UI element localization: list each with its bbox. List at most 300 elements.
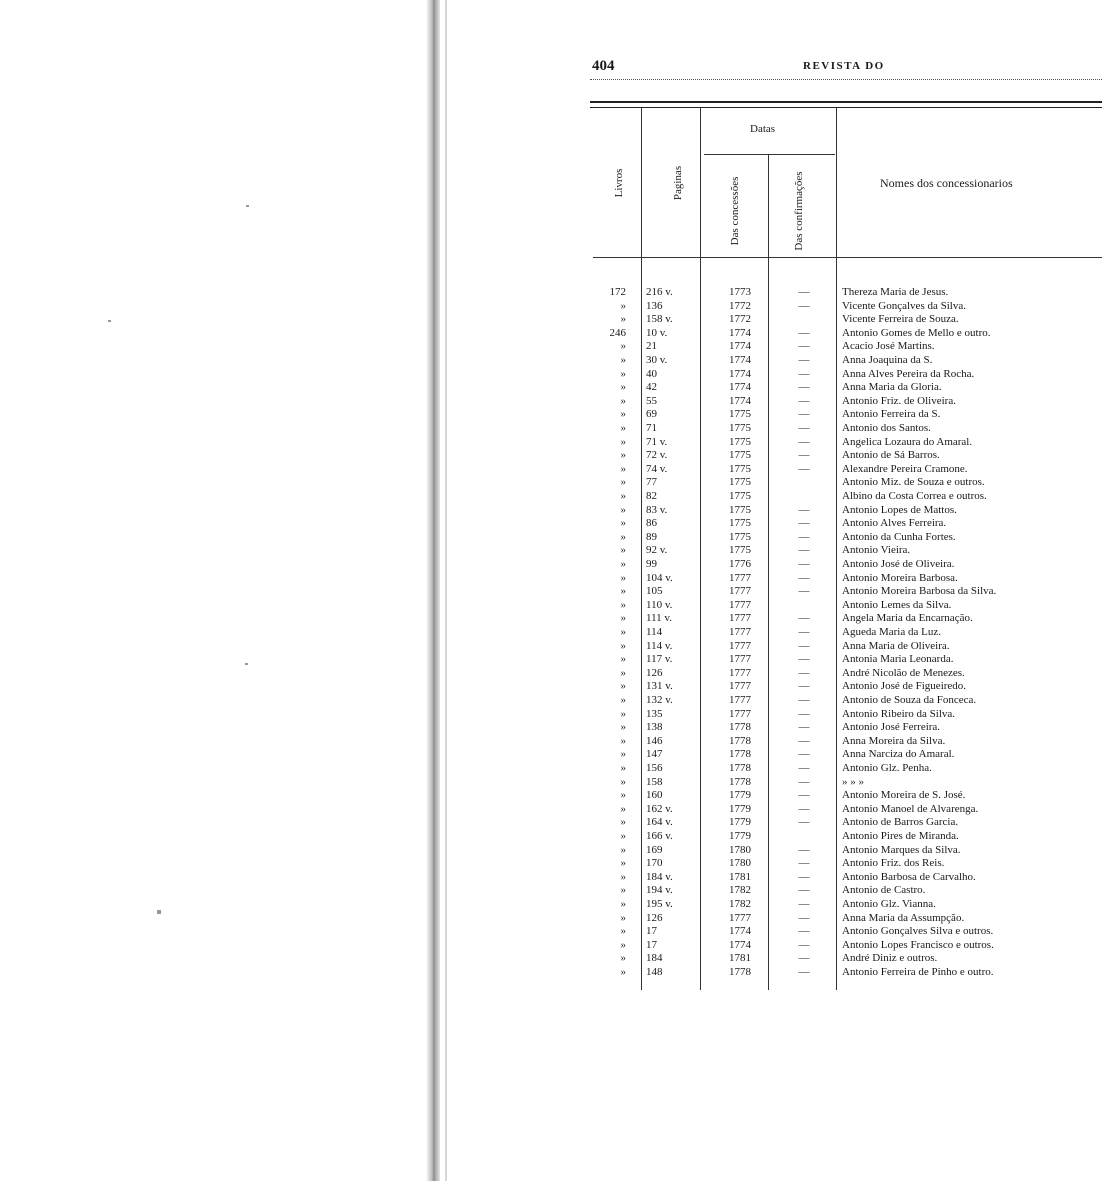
- cell-nome: Anna Maria da Assumpção.: [842, 911, 965, 924]
- cell-pagina: 132 v.: [646, 694, 673, 706]
- table-row: [590, 313, 1102, 327]
- cell-confirmacao: —: [798, 762, 810, 774]
- table-row: [590, 585, 1102, 599]
- cell-livro: »: [620, 558, 626, 570]
- header-livros: Livros: [613, 168, 625, 198]
- cell-confirmacao: —: [798, 789, 810, 802]
- cell-confirmacao: —: [798, 666, 810, 679]
- cell-livro: »: [620, 884, 626, 897]
- cell-pagina: 21: [646, 340, 657, 353]
- cell-nome: Antonio de Castro.: [842, 884, 926, 897]
- cell-pagina: 105: [646, 585, 663, 598]
- cell-pagina: 126: [646, 911, 663, 924]
- cell-nome: Antonio Glz. Vianna.: [842, 898, 936, 910]
- table-top-rule-thin: [590, 107, 1102, 108]
- cell-pagina: 194 v.: [646, 884, 673, 897]
- cell-concessao: 1775: [729, 462, 751, 475]
- table-row: [590, 939, 1102, 953]
- cell-livro: »: [620, 870, 626, 883]
- cell-nome: Vicente Gonçalves da Silva.: [842, 299, 966, 312]
- cell-concessao: 1777: [729, 598, 751, 611]
- table-row: [590, 408, 1102, 422]
- cell-livro: 246: [609, 326, 626, 339]
- table-row: [590, 830, 1102, 844]
- table-row: [590, 912, 1102, 926]
- cell-livro: »: [620, 938, 626, 951]
- cell-nome: Antonio Gonçalves Silva e outros.: [842, 925, 994, 938]
- cell-confirmacao: —: [798, 843, 810, 856]
- cell-confirmacao: —: [798, 857, 810, 870]
- cell-confirmacao: —: [798, 517, 810, 530]
- cell-confirmacao: —: [798, 367, 810, 380]
- cell-livro: »: [620, 435, 626, 448]
- cell-concessao: 1776: [729, 558, 751, 570]
- table-row: [590, 476, 1102, 490]
- cell-concessao: 1777: [729, 571, 751, 584]
- cell-livro: »: [620, 503, 626, 516]
- table-row: [590, 558, 1102, 572]
- cell-concessao: 1774: [729, 938, 751, 951]
- datas-header-rule: [704, 154, 835, 155]
- cell-pagina: 169: [646, 843, 663, 856]
- cell-concessao: 1775: [729, 517, 751, 530]
- cell-nome: Anna Moreira da Silva.: [842, 734, 946, 747]
- cell-nome: Antonio da Cunha Fortes.: [842, 530, 956, 543]
- cell-livro: »: [620, 680, 626, 693]
- table-row: [590, 952, 1102, 966]
- cell-confirmacao: —: [798, 435, 810, 448]
- cell-pagina: 184: [646, 952, 663, 965]
- cell-livro: »: [620, 721, 626, 734]
- cell-livro: »: [620, 639, 626, 652]
- cell-pagina: 111 v.: [646, 612, 672, 625]
- cell-confirmacao: —: [798, 680, 810, 693]
- cell-nome: Antonio dos Santos.: [842, 422, 931, 434]
- cell-pagina: 162 v.: [646, 802, 673, 815]
- cell-concessao: 1774: [729, 340, 751, 353]
- cell-concessao: 1778: [729, 775, 751, 788]
- header-das-confirmacoes: Das confirmações: [793, 171, 805, 251]
- cell-concessao: 1777: [729, 694, 751, 706]
- cell-concessao: 1779: [729, 830, 751, 842]
- cell-concessao: 1778: [729, 966, 751, 978]
- cell-livro: »: [620, 544, 626, 557]
- cell-confirmacao: —: [798, 925, 810, 938]
- cell-nome: Angela Maria da Encarnação.: [842, 612, 973, 625]
- cell-nome: André Diniz e outros.: [842, 952, 938, 965]
- table-row: [590, 436, 1102, 450]
- cell-pagina: 110 v.: [646, 598, 673, 611]
- table-row: [590, 449, 1102, 463]
- cell-concessao: 1774: [729, 326, 751, 339]
- cell-concessao: 1777: [729, 626, 751, 638]
- table-row: [590, 422, 1102, 436]
- header-datas: Datas: [750, 123, 776, 135]
- cell-confirmacao: —: [798, 462, 810, 475]
- cell-nome: Antonio Moreira de S. José.: [842, 789, 966, 802]
- cell-nome: Antonio Ferreira da S.: [842, 408, 941, 421]
- cell-livro: »: [620, 462, 626, 475]
- cell-pagina: 74 v.: [646, 462, 668, 475]
- table-row: [590, 966, 1102, 980]
- table-row: [590, 776, 1102, 790]
- cell-concessao: 1777: [729, 680, 751, 693]
- cell-pagina: 160: [646, 789, 663, 802]
- cell-confirmacao: —: [798, 775, 810, 788]
- cell-concessao: 1779: [729, 789, 751, 802]
- cell-pagina: 71 v.: [646, 435, 668, 448]
- cell-confirmacao: —: [798, 721, 810, 734]
- table-row: [590, 748, 1102, 762]
- cell-nome: Antonio José de Figueiredo.: [842, 680, 967, 693]
- cell-livro: »: [620, 802, 626, 815]
- cell-nome: Antonio Alves Ferreira.: [842, 517, 947, 530]
- cell-pagina: 131 v.: [646, 680, 673, 693]
- book-gutter-line: [445, 0, 447, 1181]
- cell-nome: Antonia Maria Leonarda.: [842, 653, 954, 666]
- cell-concessao: 1777: [729, 666, 751, 679]
- cell-nome: Antonio José Ferreira.: [842, 721, 941, 734]
- cell-confirmacao: —: [798, 422, 810, 434]
- table-row: [590, 735, 1102, 749]
- cell-pagina: 40: [646, 367, 657, 380]
- cell-pagina: 148: [646, 966, 663, 978]
- table-row: [590, 354, 1102, 368]
- cell-pagina: 17: [646, 925, 657, 938]
- cell-concessao: 1775: [729, 476, 751, 489]
- table-row: [590, 640, 1102, 654]
- cell-confirmacao: —: [798, 394, 810, 407]
- cell-confirmacao: —: [798, 326, 810, 339]
- cell-nome: Antonio Manoel de Alvarenga.: [842, 802, 979, 815]
- cell-livro: »: [620, 707, 626, 720]
- table-row: [590, 884, 1102, 898]
- scan-speck: [108, 320, 111, 322]
- cell-nome: Anna Narciza do Amaral.: [842, 748, 955, 761]
- cell-concessao: 1777: [729, 639, 751, 652]
- cell-pagina: 156: [646, 762, 663, 774]
- cell-confirmacao: —: [798, 952, 810, 965]
- cell-nome: Antonio Miz. de Souza e outros.: [842, 476, 985, 489]
- cell-pagina: 216 v.: [646, 286, 673, 298]
- cell-livro: »: [620, 653, 626, 666]
- cell-nome: Antonio de Sá Barros.: [842, 449, 940, 462]
- table-row: [590, 925, 1102, 939]
- cell-pagina: 86: [646, 517, 657, 530]
- cell-confirmacao: —: [798, 694, 810, 706]
- cell-confirmacao: —: [798, 544, 810, 557]
- cell-confirmacao: —: [798, 299, 810, 312]
- cell-livro: »: [620, 598, 626, 611]
- cell-pagina: 158: [646, 775, 663, 788]
- cell-confirmacao: —: [798, 816, 810, 829]
- table-row: [590, 871, 1102, 885]
- cell-concessao: 1779: [729, 816, 751, 829]
- table-row: [590, 844, 1102, 858]
- cell-nome: Anna Joaquina da S.: [842, 354, 933, 366]
- cell-livro: »: [620, 626, 626, 638]
- cell-nome: André Nicolão de Menezes.: [842, 666, 965, 679]
- table-row: [590, 300, 1102, 314]
- cell-concessao: 1778: [729, 721, 751, 734]
- cell-confirmacao: —: [798, 612, 810, 625]
- cell-livro: »: [620, 530, 626, 543]
- cell-livro: »: [620, 612, 626, 625]
- cell-concessao: 1774: [729, 381, 751, 394]
- cell-nome: Antonio Lopes de Mattos.: [842, 503, 957, 516]
- table-row: [590, 667, 1102, 681]
- cell-confirmacao: —: [798, 734, 810, 747]
- table-row: [590, 544, 1102, 558]
- cell-livro: »: [620, 571, 626, 584]
- cell-livro: »: [620, 966, 626, 978]
- cell-confirmacao: —: [798, 530, 810, 543]
- running-title: REVISTA DO: [803, 60, 885, 72]
- cell-livro: »: [620, 490, 626, 502]
- cell-nome: Antonio José de Oliveira.: [842, 558, 955, 570]
- cell-concessao: 1775: [729, 449, 751, 462]
- table-row: [590, 504, 1102, 518]
- table-row: [590, 653, 1102, 667]
- cell-nome: Antonio Friz. dos Reis.: [842, 857, 945, 870]
- table-row: [590, 517, 1102, 531]
- header-paginas: Paginas: [672, 165, 684, 201]
- table-row: [590, 599, 1102, 613]
- cell-confirmacao: —: [798, 408, 810, 421]
- table-row: [590, 680, 1102, 694]
- cell-livro: »: [620, 925, 626, 938]
- cell-concessao: 1775: [729, 530, 751, 543]
- header-rule: [590, 79, 1102, 80]
- table-row: [590, 721, 1102, 735]
- cell-concessao: 1774: [729, 394, 751, 407]
- cell-confirmacao: —: [798, 802, 810, 815]
- cell-livro: »: [620, 449, 626, 462]
- cell-concessao: 1772: [729, 313, 751, 326]
- cell-pagina: 77: [646, 476, 657, 489]
- cell-concessao: 1774: [729, 925, 751, 938]
- cell-livro: »: [620, 381, 626, 394]
- cell-livro: »: [620, 748, 626, 761]
- cell-nome: Antonio Moreira Barbosa.: [842, 571, 958, 584]
- cell-concessao: 1777: [729, 653, 751, 666]
- cell-livro: »: [620, 408, 626, 421]
- cell-confirmacao: —: [798, 449, 810, 462]
- cell-livro: »: [620, 394, 626, 407]
- cell-pagina: 72 v.: [646, 449, 668, 462]
- cell-nome: Antonio Ferreira de Pinho e outro.: [842, 966, 994, 978]
- table-row: [590, 286, 1102, 300]
- cell-nome: Vicente Ferreira de Souza.: [842, 313, 959, 326]
- table-row: [590, 762, 1102, 776]
- cell-pagina: 82: [646, 490, 657, 502]
- cell-pagina: 136: [646, 299, 663, 312]
- cell-livro: »: [620, 585, 626, 598]
- cell-livro: »: [620, 816, 626, 829]
- page-number: 404: [592, 58, 615, 74]
- cell-nome: Antonio Barbosa de Carvalho.: [842, 870, 976, 883]
- cell-livro: »: [620, 694, 626, 706]
- cell-livro: »: [620, 354, 626, 366]
- cell-livro: »: [620, 734, 626, 747]
- cell-pagina: 114: [646, 626, 663, 638]
- cell-confirmacao: —: [798, 503, 810, 516]
- scan-speck: [245, 663, 248, 665]
- cell-nome: Antonio de Souza da Fonceca.: [842, 694, 977, 706]
- cell-livro: »: [620, 898, 626, 910]
- cell-livro: »: [620, 666, 626, 679]
- cell-livro: »: [620, 762, 626, 774]
- cell-confirmacao: —: [798, 911, 810, 924]
- cell-pagina: 17: [646, 938, 657, 951]
- table-row: [590, 626, 1102, 640]
- cell-pagina: 166 v.: [646, 830, 673, 842]
- cell-nome: Antonio Lopes Francisco e outros.: [842, 938, 994, 951]
- cell-pagina: 114 v.: [646, 639, 673, 652]
- cell-concessao: 1781: [729, 870, 751, 883]
- cell-pagina: 117 v.: [646, 653, 673, 666]
- cell-concessao: 1782: [729, 884, 751, 897]
- cell-pagina: 89: [646, 530, 657, 543]
- cell-concessao: 1777: [729, 707, 751, 720]
- cell-livro: »: [620, 843, 626, 856]
- cell-pagina: 170: [646, 857, 663, 870]
- table-row: [590, 327, 1102, 341]
- cell-confirmacao: —: [798, 354, 810, 366]
- cell-livro: »: [620, 422, 626, 434]
- cell-nome: Anna Maria de Oliveira.: [842, 639, 950, 652]
- cell-nome: Antonio Ribeiro da Silva.: [842, 707, 956, 720]
- header-das-concessoes: Das concessões: [729, 176, 741, 246]
- cell-concessao: 1774: [729, 354, 751, 366]
- cell-livro: »: [620, 340, 626, 353]
- cell-livro: »: [620, 911, 626, 924]
- cell-nome: Antonio Pires de Miranda.: [842, 830, 959, 842]
- cell-pagina: 135: [646, 707, 663, 720]
- cell-livro: »: [620, 367, 626, 380]
- table-row: [590, 381, 1102, 395]
- header-bottom-rule: [593, 257, 1102, 258]
- cell-nome: Antonio Vieira.: [842, 544, 911, 557]
- table-row: [590, 340, 1102, 354]
- book-gutter-shadow: [426, 0, 440, 1181]
- cell-concessao: 1777: [729, 911, 751, 924]
- cell-livro: »: [620, 517, 626, 530]
- cell-concessao: 1775: [729, 435, 751, 448]
- table-row: [590, 395, 1102, 409]
- cell-pagina: 146: [646, 734, 663, 747]
- table-row: [590, 531, 1102, 545]
- cell-pagina: 92 v.: [646, 544, 668, 557]
- cell-nome: Agueda Maria da Luz.: [842, 626, 941, 638]
- cell-nome: Antonio Marques da Silva.: [842, 843, 961, 856]
- header-nomes: Nomes dos concessionarios: [880, 176, 1013, 190]
- cell-confirmacao: —: [798, 870, 810, 883]
- cell-livro: »: [620, 476, 626, 489]
- cell-livro: »: [620, 313, 626, 326]
- cell-nome: Antonio Moreira Barbosa da Silva.: [842, 585, 997, 598]
- cell-nome: Antonio Glz. Penha.: [842, 762, 932, 774]
- cell-concessao: 1774: [729, 367, 751, 380]
- cell-confirmacao: —: [798, 286, 810, 298]
- cell-pagina: 10 v.: [646, 326, 668, 339]
- cell-concessao: 1778: [729, 748, 751, 761]
- table-row: [590, 816, 1102, 830]
- cell-concessao: 1772: [729, 299, 751, 312]
- cell-livro: »: [620, 857, 626, 870]
- cell-concessao: 1778: [729, 734, 751, 747]
- cell-pagina: 83 v.: [646, 503, 668, 516]
- cell-nome: Albino da Costa Correa e outros.: [842, 490, 987, 502]
- cell-pagina: 104 v.: [646, 571, 673, 584]
- cell-confirmacao: —: [798, 748, 810, 761]
- cell-nome: Antonio Friz. de Oliveira.: [842, 394, 956, 407]
- cell-nome: Angelica Lozaura do Amaral.: [842, 435, 973, 448]
- cell-concessao: 1773: [729, 286, 751, 298]
- cell-pagina: 147: [646, 748, 663, 761]
- cell-nome: Alexandre Pereira Cramone.: [842, 462, 968, 475]
- cell-pagina: 99: [646, 558, 657, 570]
- cell-concessao: 1775: [729, 422, 751, 434]
- cell-concessao: 1781: [729, 952, 751, 965]
- cell-concessao: 1779: [729, 802, 751, 815]
- cell-confirmacao: —: [798, 571, 810, 584]
- table-row: [590, 708, 1102, 722]
- table-row: [590, 789, 1102, 803]
- cell-livro: 172: [609, 286, 626, 298]
- cell-pagina: 126: [646, 666, 663, 679]
- cell-concessao: 1777: [729, 585, 751, 598]
- cell-nome: Acacio José Martins.: [842, 340, 935, 353]
- cell-confirmacao: —: [798, 558, 810, 570]
- cell-confirmacao: —: [798, 381, 810, 394]
- table-row: [590, 572, 1102, 586]
- scan-speck: [246, 205, 249, 207]
- cell-nome: Antonio de Barros Garcia.: [842, 816, 959, 829]
- cell-concessao: 1780: [729, 857, 751, 870]
- cell-concessao: 1775: [729, 544, 751, 557]
- cell-confirmacao: —: [798, 898, 810, 910]
- table-row: [590, 463, 1102, 477]
- cell-nome: » » »: [842, 775, 864, 788]
- cell-confirmacao: —: [798, 639, 810, 652]
- cell-nome: Antonio Lemes da Silva.: [842, 598, 952, 611]
- cell-pagina: 164 v.: [646, 816, 673, 829]
- cell-nome: Anna Maria da Gloria.: [842, 381, 942, 394]
- table-row: [590, 803, 1102, 817]
- table-row: [590, 612, 1102, 626]
- cell-concessao: 1775: [729, 490, 751, 502]
- table-row: [590, 368, 1102, 382]
- cell-pagina: 184 v.: [646, 870, 673, 883]
- cell-pagina: 30 v.: [646, 354, 668, 366]
- cell-pagina: 69: [646, 408, 657, 421]
- cell-confirmacao: —: [798, 340, 810, 353]
- cell-livro: »: [620, 830, 626, 842]
- cell-confirmacao: —: [798, 884, 810, 897]
- cell-nome: Antonio Gomes de Mello e outro.: [842, 326, 991, 339]
- cell-concessao: 1782: [729, 898, 751, 910]
- cell-pagina: 138: [646, 721, 663, 734]
- cell-concessao: 1777: [729, 612, 751, 625]
- cell-confirmacao: —: [798, 626, 810, 638]
- cell-confirmacao: —: [798, 585, 810, 598]
- cell-confirmacao: —: [798, 707, 810, 720]
- cell-pagina: 71: [646, 422, 657, 434]
- scan-speck: [157, 910, 161, 914]
- cell-livro: »: [620, 299, 626, 312]
- table-top-rule: [590, 101, 1102, 103]
